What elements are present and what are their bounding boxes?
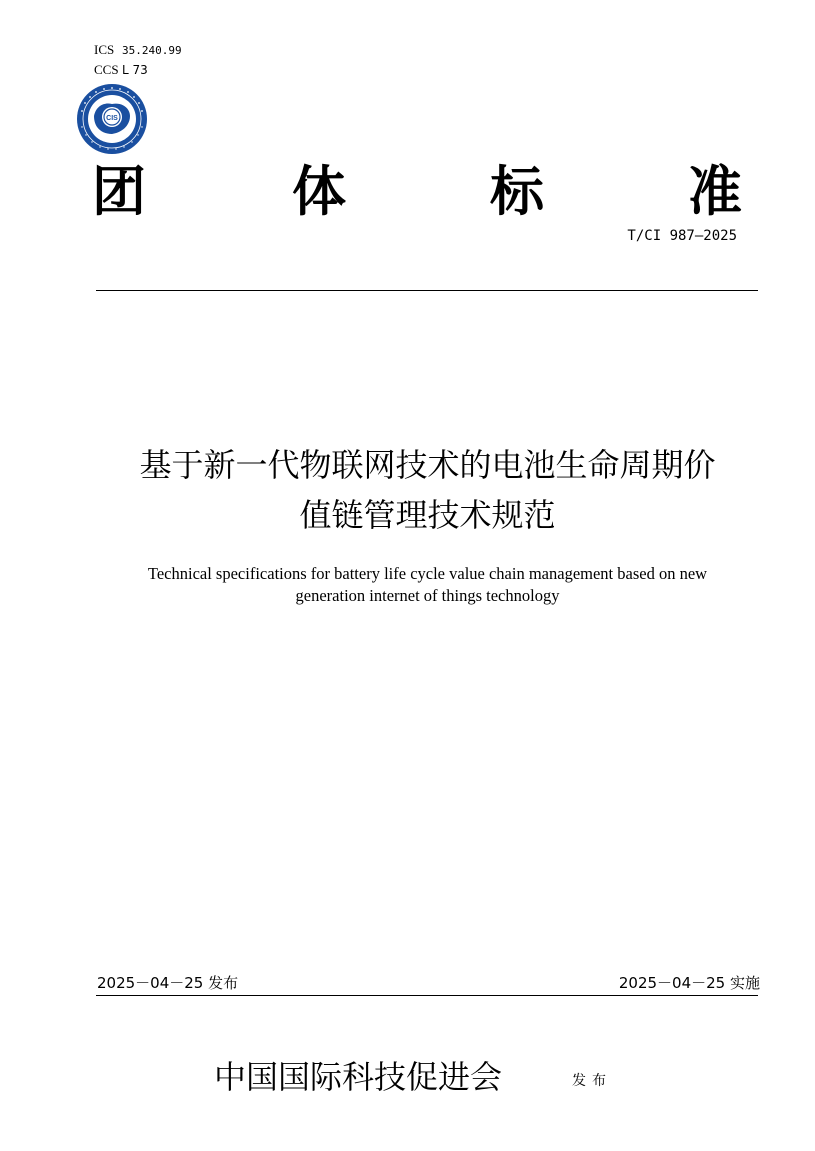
english-title	[70, 563, 785, 607]
publisher-name: 中国国际科技促进会	[214, 1058, 503, 1096]
english-title-line-1: Technical specifications for battery life cycle value chain management based on new	[147, 564, 708, 583]
document-type-heading	[92, 160, 762, 230]
top-divider	[96, 290, 758, 291]
heading-char-4: 准	[688, 160, 742, 223]
publish-label: 发布	[572, 1073, 612, 1089]
issue-date: 2025－04－25 发布	[97, 974, 239, 992]
ccs-value: L 73	[122, 63, 148, 77]
organization-seal-icon	[72, 82, 152, 156]
ics-value: 35.240.99	[122, 44, 182, 57]
ics-label: ICS	[94, 42, 115, 57]
ccs-row	[94, 60, 182, 80]
heading-char-1: 团	[92, 160, 146, 223]
ics-row	[94, 40, 182, 60]
english-title-line-2: generation internet of things technology	[295, 586, 560, 605]
chinese-title-line-2: 值链管理技术规范	[299, 496, 556, 534]
chinese-title	[60, 440, 795, 540]
chinese-title-line-1: 基于新一代物联网技术的电池生命周期价	[139, 446, 716, 484]
bottom-divider	[96, 995, 758, 996]
heading-char-3: 标	[490, 160, 544, 223]
heading-char-2: 体	[292, 160, 346, 223]
implementation-date: 2025－04－25 实施	[618, 974, 760, 992]
seal-inner-text: CIS	[106, 115, 118, 122]
ccs-label: CCS	[94, 62, 119, 77]
classification-codes	[94, 40, 182, 80]
standard-number: T/CI 987—2025	[627, 228, 737, 244]
